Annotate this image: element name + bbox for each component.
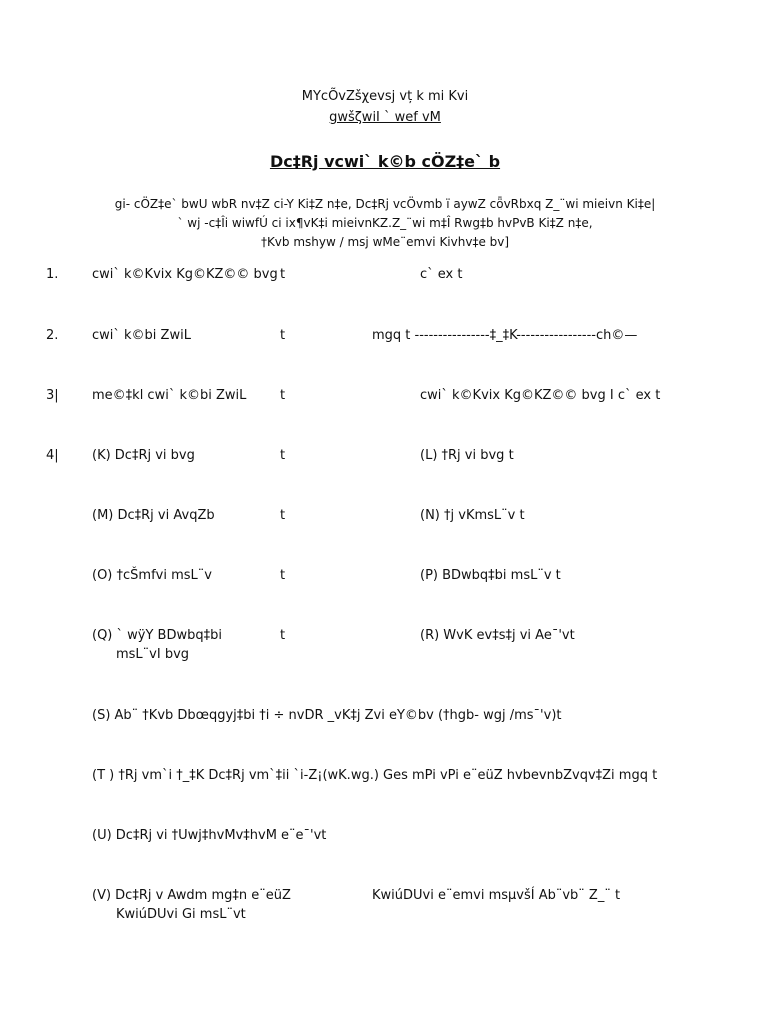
ministry-name: MYcÕvZšχevsj vț k mi Kvi xyxy=(301,89,469,104)
field-colon: t xyxy=(280,448,286,463)
field-colon: t xyxy=(280,388,286,403)
division-name: gwšζwiI ` wef vM xyxy=(329,110,441,125)
telecom-label: (U) Dc‡Rj vi †Uwj‡hvMv‡hvM e¨e¯'vt xyxy=(92,828,327,843)
inspector-name-designation-label: cwi` k©Kvix Kg©KZ©© bvg I c` ex t xyxy=(420,388,661,403)
field-colon: t xyxy=(280,328,286,343)
item-number: 3| xyxy=(46,388,59,403)
post-office-status-label: (R) WvK ev‡s‡j vi Ae¯'vt xyxy=(420,628,575,643)
upazila-name-label: (K) Dc‡Rj vi bvg xyxy=(92,448,195,463)
instructions-paragraph xyxy=(60,195,710,252)
computer-count-line-cont: KwiúDUvi Gi msL¨vt xyxy=(116,907,246,922)
computer-count-line: (V) Dc‡Rj v Awdm mg‡n e¨eüZ xyxy=(92,888,291,903)
population-label: (N) †j vKmsL¨v t xyxy=(420,508,525,523)
last-inspection-date-label: me©‡kl cwi` k©bi ZwiL xyxy=(92,388,247,403)
instructions-line: †Kvb mshyw / msj wMe¨emvi Kivhv‡e bv] xyxy=(260,235,510,249)
field-colon: t xyxy=(280,568,286,583)
pourashava-count-label: (O) †cŠmfvi msL¨v xyxy=(92,568,212,583)
item-number: 1. xyxy=(46,267,59,282)
report-title: Dc‡Rj vcwi` k©b cÖZ‡e` b xyxy=(269,152,501,171)
district-name-label: (L) †Rj vi bvg t xyxy=(420,448,514,463)
instructions-line: gi- cÖZ‡e` bwU wbR nv‡Z ci-Y Ki‡Z n‡e, Dc‡Rj vcÖvmb ï aywZ cȫvRbxq Z_¨wi mieivn Ki‡e| xyxy=(114,197,656,211)
item-number: 2. xyxy=(46,328,59,343)
designation-label: c` ex t xyxy=(420,267,463,282)
computer-usage-info-label: KwiúDUvi e¨emvi msµvšÍ Ab¨vb¨ Z_¨ t xyxy=(372,888,621,903)
instructions-line: ` wj -c‡Îi wiwfÚ ci ix¶vK‡i mieivnKZ.Z_¨wi m‡Î Rwg‡b hvPvB Ki‡Z n‡e, xyxy=(177,216,593,230)
inspector-name-label: cwi` k©Kvix Kg©KZ©© bvg xyxy=(92,267,278,282)
field-colon: t xyxy=(280,508,286,523)
upazila-area-label: (M) Dc‡Rj vi AvqZb xyxy=(92,508,215,523)
distance-label: (T ) †Rj vm`i †_‡K Dc‡Rj vm`‡ii `i-Z¡(wK.wg.) Ges mPi vPi e¨eüZ hvbevnbZvqv‡Zi mgq t xyxy=(92,768,658,783)
item-number: 4| xyxy=(46,448,59,463)
time-range-label: mgq t ----------------‡_‡K-----------------ch©— xyxy=(372,328,638,343)
field-colon: t xyxy=(280,267,286,282)
union-names-line-cont: msL¨vI bvg xyxy=(116,647,190,662)
union-names-label xyxy=(92,628,222,662)
union-count-label: (P) BDwbq‡bi msL¨v t xyxy=(420,568,561,583)
computer-count-label xyxy=(92,888,291,922)
union-names-line: (Q) ` wÿY BDwbq‡bi xyxy=(92,628,222,643)
field-colon: t xyxy=(280,628,286,643)
rest-house-label: (S) Ab¨ †Kvb Dbœqgyj‡bi †i ÷ nvDR _vK‡j Zvi eY©bv (†hgb- wgj /ms¯'v)t xyxy=(92,708,562,723)
inspection-date-label: cwi` k©bi ZwiL xyxy=(92,328,191,343)
